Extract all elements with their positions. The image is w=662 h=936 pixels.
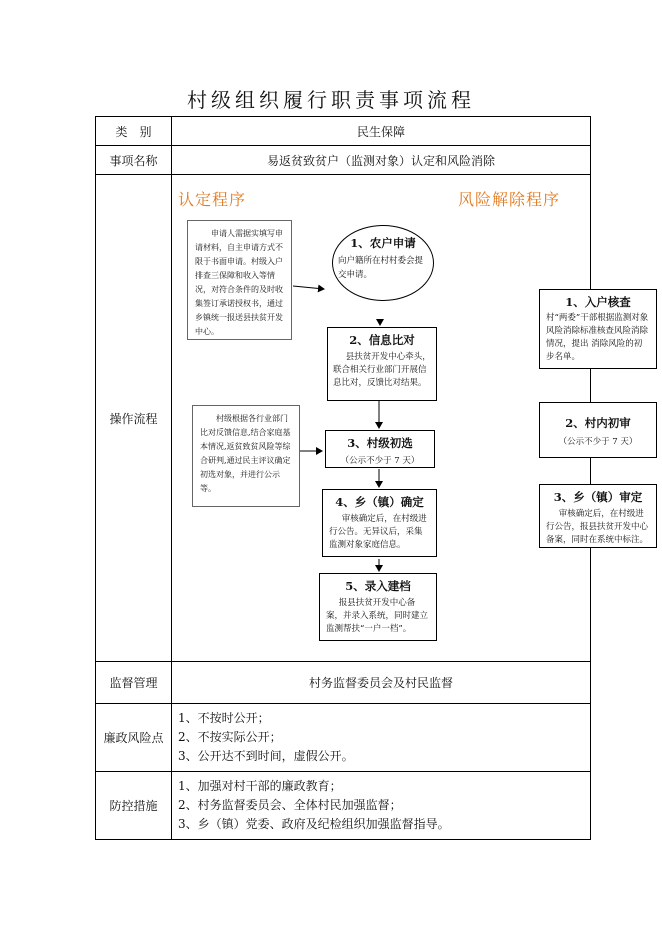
note-application: 申请人需据实填写申请材料，自主申请方式不限于书面申请。村级入户排查三保障和收入等情况，对符合条件的及时收集签订承诺授权书，通过乡镇统一报送县扶贫开发中心。 bbox=[187, 220, 292, 340]
step-3-title: 3、村级初选 bbox=[347, 436, 413, 450]
category-value: 民生保障 bbox=[172, 117, 591, 146]
risk-list bbox=[172, 704, 591, 772]
risk-step-1 bbox=[539, 289, 657, 369]
risk-step-1-desc: 村“两委”干部根据监测对象风险消除标准核查风险消除情况，提出 消除风险的初步名单。 bbox=[546, 313, 649, 362]
prevent-label: 防控措施 bbox=[96, 772, 172, 840]
process-table bbox=[95, 116, 649, 840]
step-5-desc: 报县扶贫开发中心备案，并录入系统，同时建立监测帮扶“一户一档”。 bbox=[326, 598, 429, 634]
row-prevent bbox=[96, 772, 591, 840]
risk-step-1-title: 1、入户核查 bbox=[565, 295, 631, 309]
step-2-desc: 县扶贫开发中心牵头，联合相关行业部门开展信息比对，反馈比对结果。 bbox=[333, 352, 431, 388]
step-2 bbox=[327, 327, 437, 401]
row-supervision bbox=[96, 662, 591, 704]
step-3-desc: （公示不少于 7 天） bbox=[340, 456, 420, 466]
row-item bbox=[96, 146, 591, 175]
prevent-item: 3、乡（镇）党委、政府及纪检组织加强监督指导。 bbox=[178, 817, 450, 831]
risk-label: 廉政风险点 bbox=[96, 704, 172, 772]
step-5 bbox=[319, 573, 437, 641]
risk-step-2 bbox=[539, 402, 657, 458]
risk-step-3-title: 3、乡（镇）审定 bbox=[553, 490, 643, 504]
page-title: 村级组织履行职责事项流程 bbox=[187, 88, 475, 112]
step-4-desc: 审核确定后，在村级进行公告。无异议后，采集监测对象家庭信息。 bbox=[329, 514, 427, 550]
risk-step-2-title: 2、村内初审 bbox=[565, 416, 631, 430]
item-label: 事项名称 bbox=[96, 146, 172, 175]
prevent-item: 1、加强对村干部的廉政教育； bbox=[178, 779, 342, 793]
step-2-title: 2、信息比对 bbox=[349, 333, 415, 347]
step-1-title: 1、农户申请 bbox=[350, 236, 416, 250]
risk-item: 1、不按时公开； bbox=[178, 711, 270, 725]
note-initial-selection: 村级根据各行业部门比对反馈信息,结合家庭基本情况,返贫致贫风险等综合研判,通过民主评议确定初选对象，并进行公示等。 bbox=[192, 405, 300, 507]
row-process bbox=[96, 175, 591, 662]
left-section-title: 认定程序 bbox=[178, 190, 247, 209]
process-label: 操作流程 bbox=[96, 175, 172, 662]
risk-step-3 bbox=[539, 484, 657, 548]
row-risk bbox=[96, 704, 591, 772]
step-4-title: 4、乡（镇）确定 bbox=[335, 495, 424, 509]
process-cell bbox=[172, 175, 649, 662]
category-label: 类 别 bbox=[96, 117, 172, 146]
item-value: 易返贫致贫户（监测对象）认定和风险消除 bbox=[172, 146, 591, 175]
step-1 bbox=[338, 235, 428, 282]
risk-step-3-desc: 审核确定后，在村级进行公告，报县扶贫开发中心备案，同时在系统中标注。 bbox=[546, 509, 649, 545]
risk-item: 3、公开达不到时间，虚假公开。 bbox=[178, 749, 354, 763]
prevent-item: 2、村务监督委员会、全体村民加强监督； bbox=[178, 798, 402, 812]
step-5-title: 5、录入建档 bbox=[345, 579, 411, 593]
supervision-label: 监督管理 bbox=[96, 662, 172, 704]
right-section-title: 风险解除程序 bbox=[458, 190, 561, 209]
risk-step-2-desc: （公示不少于 7 天） bbox=[558, 437, 638, 447]
risk-item: 2、不按实际公开； bbox=[178, 730, 282, 744]
step-1-desc: 向户籍所在村村委会提交申请。 bbox=[338, 256, 424, 280]
step-3 bbox=[325, 430, 435, 468]
supervision-value: 村务监督委员会及村民监督 bbox=[172, 662, 591, 704]
row-category bbox=[96, 117, 591, 146]
prevent-list bbox=[172, 772, 591, 840]
step-4 bbox=[322, 489, 437, 557]
flowchart bbox=[172, 175, 649, 661]
